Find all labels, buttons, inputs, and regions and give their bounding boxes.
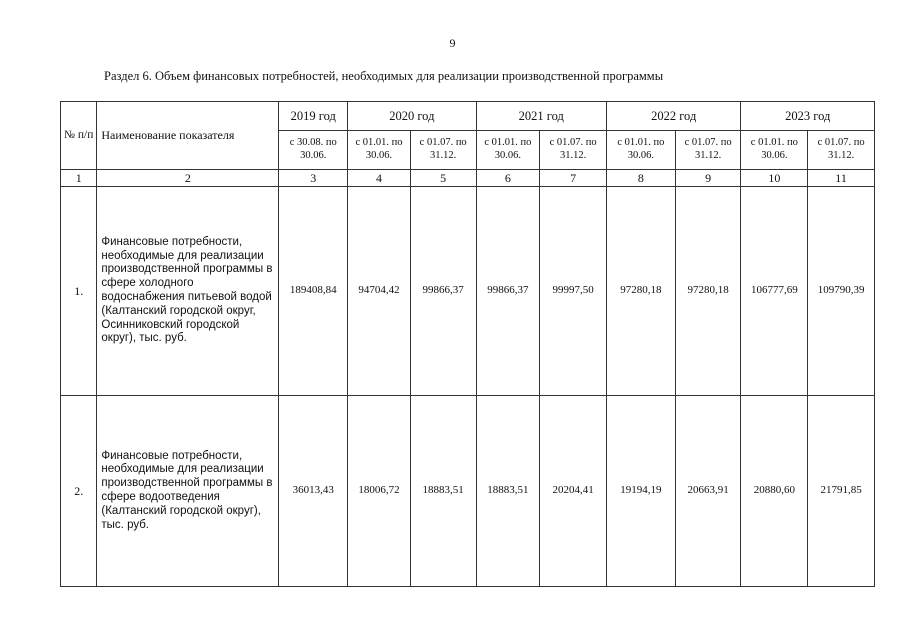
header-period: с 01.07. по 31.12. xyxy=(410,131,476,170)
header-year-2023: 2023 год xyxy=(741,102,875,131)
header-year-2021: 2021 год xyxy=(476,102,606,131)
value-cell: 20880,60 xyxy=(741,396,808,587)
header-num-cell: № п/п xyxy=(61,102,97,170)
header-period: с 01.01. по 30.06. xyxy=(348,131,411,170)
value-cell: 20204,41 xyxy=(540,396,607,587)
value-cell: 99866,37 xyxy=(410,187,476,396)
column-number: 1 xyxy=(61,170,97,187)
header-period: с 01.07. по 31.12. xyxy=(675,131,741,170)
header-period: с 01.07. по 31.12. xyxy=(540,131,607,170)
column-number: 3 xyxy=(279,170,348,187)
row-indicator-name: Финансовые потребности, необходимые для реализации производственной программы в сфере водоотведения (Калтанский городской округ), тыс. руб. xyxy=(97,396,279,587)
column-number: 4 xyxy=(348,170,411,187)
row-indicator-name: Финансовые потребности, необходимые для реализации производственной программы в сфере холодного водоснабжения питьевой водой (Калтанский городской округ, Осинниковский городской округ), тыс. руб. xyxy=(97,187,279,396)
header-period: с 01.07. по 31.12. xyxy=(808,131,875,170)
value-cell: 109790,39 xyxy=(808,187,875,396)
value-cell: 97280,18 xyxy=(675,187,741,396)
table-row xyxy=(61,396,875,587)
column-number: 2 xyxy=(97,170,279,187)
financial-needs-table xyxy=(60,101,875,587)
value-cell: 20663,91 xyxy=(675,396,741,587)
value-cell: 21791,85 xyxy=(808,396,875,587)
column-number: 10 xyxy=(741,170,808,187)
header-period: с 01.01. по 30.06. xyxy=(606,131,675,170)
value-cell: 19194,19 xyxy=(606,396,675,587)
value-cell: 97280,18 xyxy=(606,187,675,396)
header-period: с 01.01. по 30.06. xyxy=(476,131,540,170)
header-period: с 30.08. по 30.06. xyxy=(279,131,348,170)
column-number: 8 xyxy=(606,170,675,187)
value-cell: 18883,51 xyxy=(476,396,540,587)
header-name-cell: Наименование показателя xyxy=(97,102,279,170)
header-year-2019: 2019 год xyxy=(279,102,348,131)
column-number: 5 xyxy=(410,170,476,187)
header-year-2022: 2022 год xyxy=(606,102,740,131)
value-cell: 36013,43 xyxy=(279,396,348,587)
table-row xyxy=(61,187,875,396)
value-cell: 94704,42 xyxy=(348,187,411,396)
section-title: Раздел 6. Объем финансовых потребностей, необходимых для реализации производственной программы xyxy=(104,69,664,83)
value-cell: 189408,84 xyxy=(279,187,348,396)
row-number: 1. xyxy=(61,187,97,396)
column-number: 7 xyxy=(540,170,607,187)
value-cell: 99997,50 xyxy=(540,187,607,396)
header-year-2020: 2020 год xyxy=(348,102,476,131)
column-number: 9 xyxy=(675,170,741,187)
value-cell: 18883,51 xyxy=(410,396,476,587)
value-cell: 99866,37 xyxy=(476,187,540,396)
header-period: с 01.01. по 30.06. xyxy=(741,131,808,170)
page-number: 9 xyxy=(449,36,456,50)
column-number: 6 xyxy=(476,170,540,187)
column-number: 11 xyxy=(808,170,875,187)
value-cell: 18006,72 xyxy=(348,396,411,587)
row-number: 2. xyxy=(61,396,97,587)
value-cell: 106777,69 xyxy=(741,187,808,396)
